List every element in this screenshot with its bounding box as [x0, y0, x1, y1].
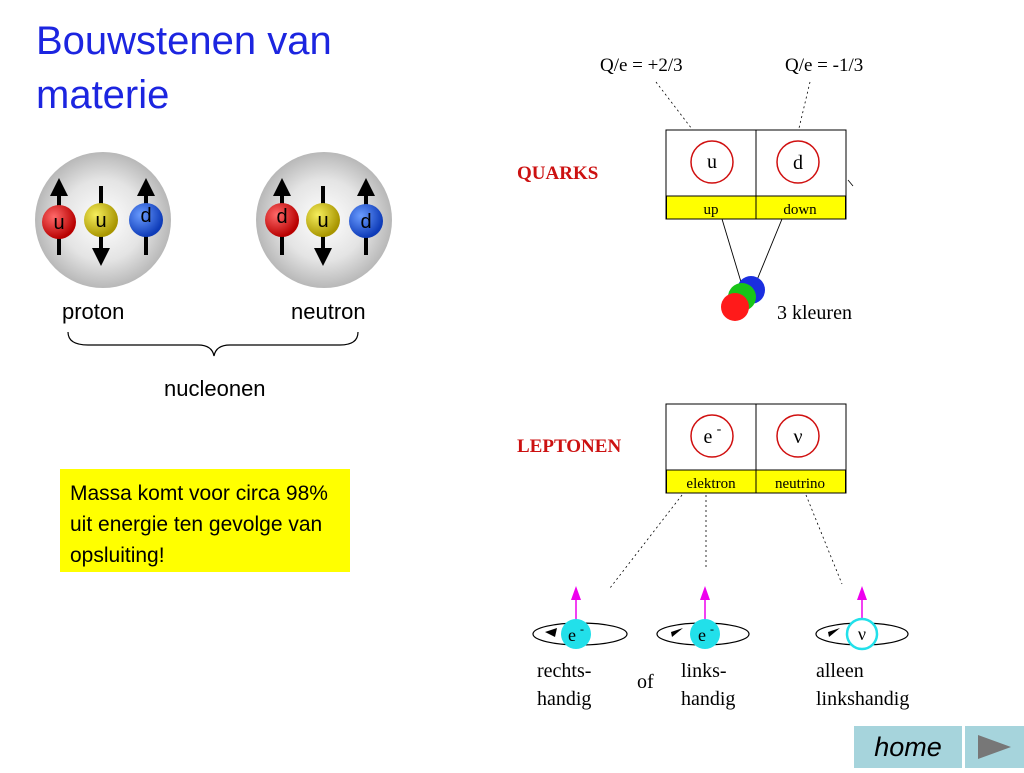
left-handed-electron: [657, 586, 749, 649]
or-word: of: [637, 671, 654, 693]
down-quark-symbol: d: [793, 152, 803, 174]
neutron-quark-1-label: d: [276, 206, 288, 228]
proton-quark-2-label: u: [95, 210, 107, 232]
up-quark-name: up: [703, 202, 719, 218]
down-quark-name: down: [783, 202, 817, 218]
slide-title: Bouwstenen van materie: [36, 19, 332, 117]
electron-name: elektron: [686, 476, 736, 492]
quarks-heading: QUARKS: [517, 163, 599, 184]
left-electron-sup: -: [710, 622, 714, 636]
electron-symbol: e: [703, 426, 713, 448]
neutrino-symbol: ν: [793, 426, 803, 448]
right-electron-sup: -: [580, 622, 584, 636]
leptons-heading: LEPTONEN: [517, 436, 622, 457]
neutrino-name: neutrino: [775, 476, 825, 492]
proton-quark-1-label: u: [53, 212, 65, 234]
mass-note-text: Massa komt voor circa 98% uit energie ten gevolge van opsluiting!: [70, 482, 328, 567]
right-handed-label-1: rechts-: [537, 660, 592, 682]
left-handed-neutrino: [816, 586, 908, 649]
left-electron-symbol: e: [698, 625, 706, 645]
neutrino-ball-symbol: ν: [857, 624, 867, 644]
neutron-quark-3-label: d: [360, 211, 372, 233]
right-electron-symbol: e: [568, 625, 576, 645]
electron-charge-sup: -: [716, 422, 722, 437]
proton-particle: [35, 152, 171, 288]
neutron-quark-2-label: u: [317, 210, 329, 232]
color-charge-balls: [721, 276, 765, 321]
lepton-table: [666, 404, 846, 493]
next-button[interactable]: [965, 726, 1024, 768]
only-left-label-2: linkshandig: [816, 688, 910, 710]
left-handed-label-1: links-: [681, 660, 727, 682]
proton-label: proton: [62, 299, 125, 324]
right-handed-electron: [533, 586, 627, 649]
proton-quark-3-label: d: [140, 205, 152, 227]
charge-up-label: Q/e = +2/3: [600, 55, 683, 76]
neutron-particle: [256, 152, 392, 288]
three-colors-label: 3 kleuren: [777, 302, 852, 324]
nucleons-label: nucleonen: [164, 376, 266, 401]
neutron-label: neutron: [291, 299, 366, 324]
charge-down-label: Q/e = -1/3: [785, 55, 864, 76]
nucleon-brace: [68, 332, 358, 356]
up-quark-symbol: u: [707, 151, 717, 173]
home-button-label: home: [874, 731, 942, 762]
next-arrow-icon: [965, 726, 1024, 768]
only-left-label-1: alleen: [816, 660, 864, 682]
home-button[interactable]: [854, 726, 962, 768]
quark-table: [666, 130, 846, 219]
right-handed-label-2: handig: [537, 688, 592, 710]
left-handed-label-2: handig: [681, 688, 736, 710]
mass-note: [60, 469, 350, 572]
